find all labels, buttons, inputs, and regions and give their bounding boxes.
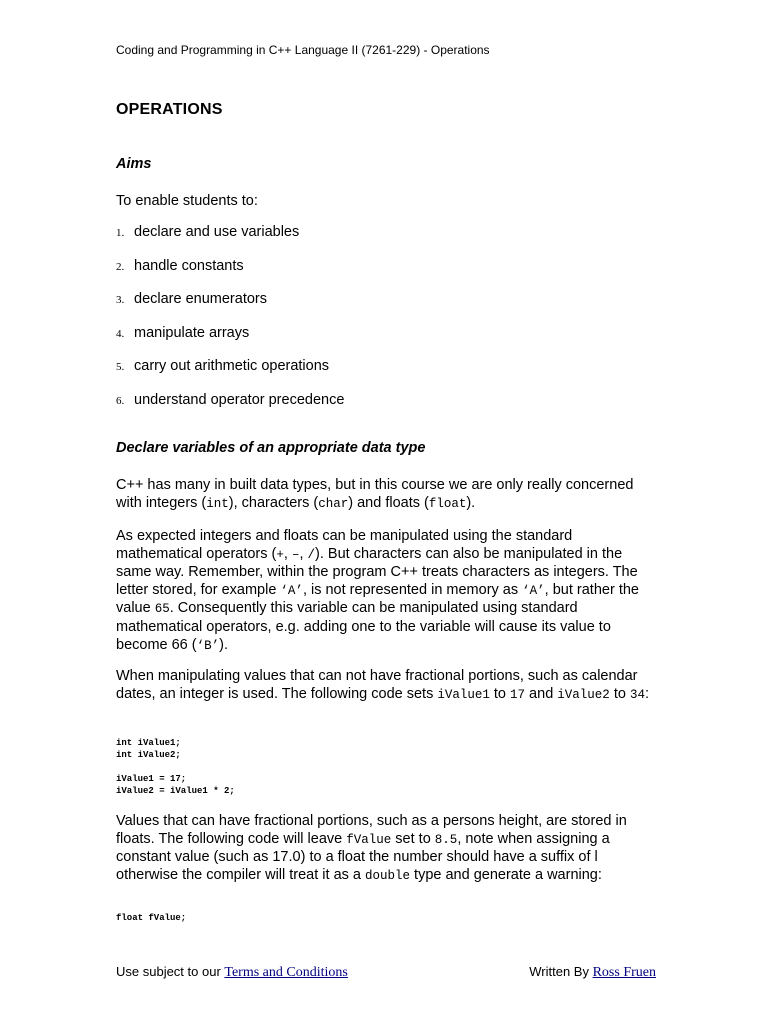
list-number: 6. <box>116 394 125 407</box>
page-header: Coding and Programming in C++ Language II (7261-229) - Operations <box>116 43 490 57</box>
text-run: ) and floats ( <box>348 494 429 511</box>
aims-intro: To enable students to: <box>116 193 258 209</box>
text-run: : <box>644 685 649 702</box>
list-text: manipulate arrays <box>134 324 250 341</box>
list-item <box>116 224 344 258</box>
footer-text: Use subject to our <box>116 964 225 979</box>
paragraph-operators <box>116 528 656 655</box>
list-item <box>116 392 344 426</box>
paragraph-data-types <box>116 477 656 513</box>
text-run: type and generate a warning: <box>410 866 602 883</box>
list-text: understand operator precedence <box>134 391 345 408</box>
code-inline: iValue1 <box>437 687 490 702</box>
code-block-integers: int iValue1; int iValue2; iValue1 = 17; iValue2 = iValue1 * 2; <box>116 738 235 796</box>
list-text: handle constants <box>134 257 244 274</box>
section-heading: Declare variables of an appropriate data type <box>116 440 426 456</box>
text-run: to <box>609 685 630 702</box>
list-item <box>116 291 344 325</box>
list-text: declare and use variables <box>134 224 300 240</box>
text-run: ), characters ( <box>228 494 319 511</box>
code-block-floats: float fValue; <box>116 913 187 923</box>
code-inline: ‘A’ <box>280 583 303 598</box>
text-run: , note when assigning a constant value (such as 17.0) to a float the number should have a suffix of l otherwise the compiler will treat it as a <box>116 830 610 883</box>
aims-list <box>116 224 344 426</box>
text-run: As expected integers and floats can be manipulated using the standard mathematical operators ( <box>116 528 573 562</box>
list-text: carry out arithmetic operations <box>134 358 330 375</box>
text-run: , <box>299 545 308 562</box>
code-inline: 8.5 <box>434 832 458 847</box>
code-inline: + <box>276 547 284 562</box>
text-run: ). <box>466 494 476 511</box>
footer-text: Written By <box>529 964 593 979</box>
text-run: , <box>283 545 292 562</box>
list-number: 1. <box>116 227 125 239</box>
text-run: . Consequently this variable can be manipulated using standard mathematical operators, e.g. adding one to the variable will cause its value to become 66 ( <box>116 600 611 653</box>
code-inline: – <box>291 547 300 562</box>
code-inline: 65 <box>154 602 170 617</box>
page-title: OPERATIONS <box>116 101 223 118</box>
code-inline: double <box>365 868 411 883</box>
list-number: 2. <box>116 260 125 273</box>
code-inline: ‘A’ <box>522 583 545 598</box>
list-number: 5. <box>116 361 125 374</box>
text-run: C++ has many in built data types, but in this course we are only really concerned with integers ( <box>116 477 634 511</box>
list-item <box>116 358 344 392</box>
code-inline: / <box>307 547 316 562</box>
text-run: to <box>489 685 511 702</box>
text-run: Values that can have fractional portions, such as a persons height, are stored in floats. The following code will leave <box>116 813 627 847</box>
paragraph-floats <box>116 813 656 885</box>
author-link[interactable]: Ross Fruen <box>592 965 656 980</box>
code-inline: iValue2 <box>557 687 610 702</box>
code-inline: 34 <box>629 687 645 702</box>
aims-heading: Aims <box>116 156 152 172</box>
footer-author <box>529 964 656 981</box>
terms-link[interactable]: Terms and Conditions <box>224 965 348 980</box>
code-inline: ‘B’ <box>196 638 220 653</box>
list-number: 4. <box>116 327 125 340</box>
footer-terms <box>116 964 348 981</box>
text-run: set to <box>391 830 435 847</box>
text-run: When manipulating values that can not have fractional portions, such as calendar dates, an integer is used. The following code sets <box>116 668 638 702</box>
text-run: ). But characters can also be manipulated in the same way. Remember, within the program C++ treats characters as integers. The letter stored, for example <box>116 545 638 598</box>
text-run: ). <box>219 636 228 653</box>
page-footer <box>116 964 656 981</box>
list-number: 3. <box>116 294 125 307</box>
code-inline: char <box>318 496 349 511</box>
list-item <box>116 258 344 292</box>
code-inline: float <box>428 496 467 511</box>
text-run: , is not represented in memory as <box>302 581 523 598</box>
paragraph-integers <box>116 668 656 704</box>
code-inline: fValue <box>346 832 392 847</box>
code-inline: 17 <box>510 687 526 702</box>
code-inline: int <box>206 496 229 511</box>
text-run: and <box>525 685 558 702</box>
text-run: , but rather the value <box>116 581 639 617</box>
list-text: declare enumerators <box>134 291 267 308</box>
list-item <box>116 325 344 359</box>
